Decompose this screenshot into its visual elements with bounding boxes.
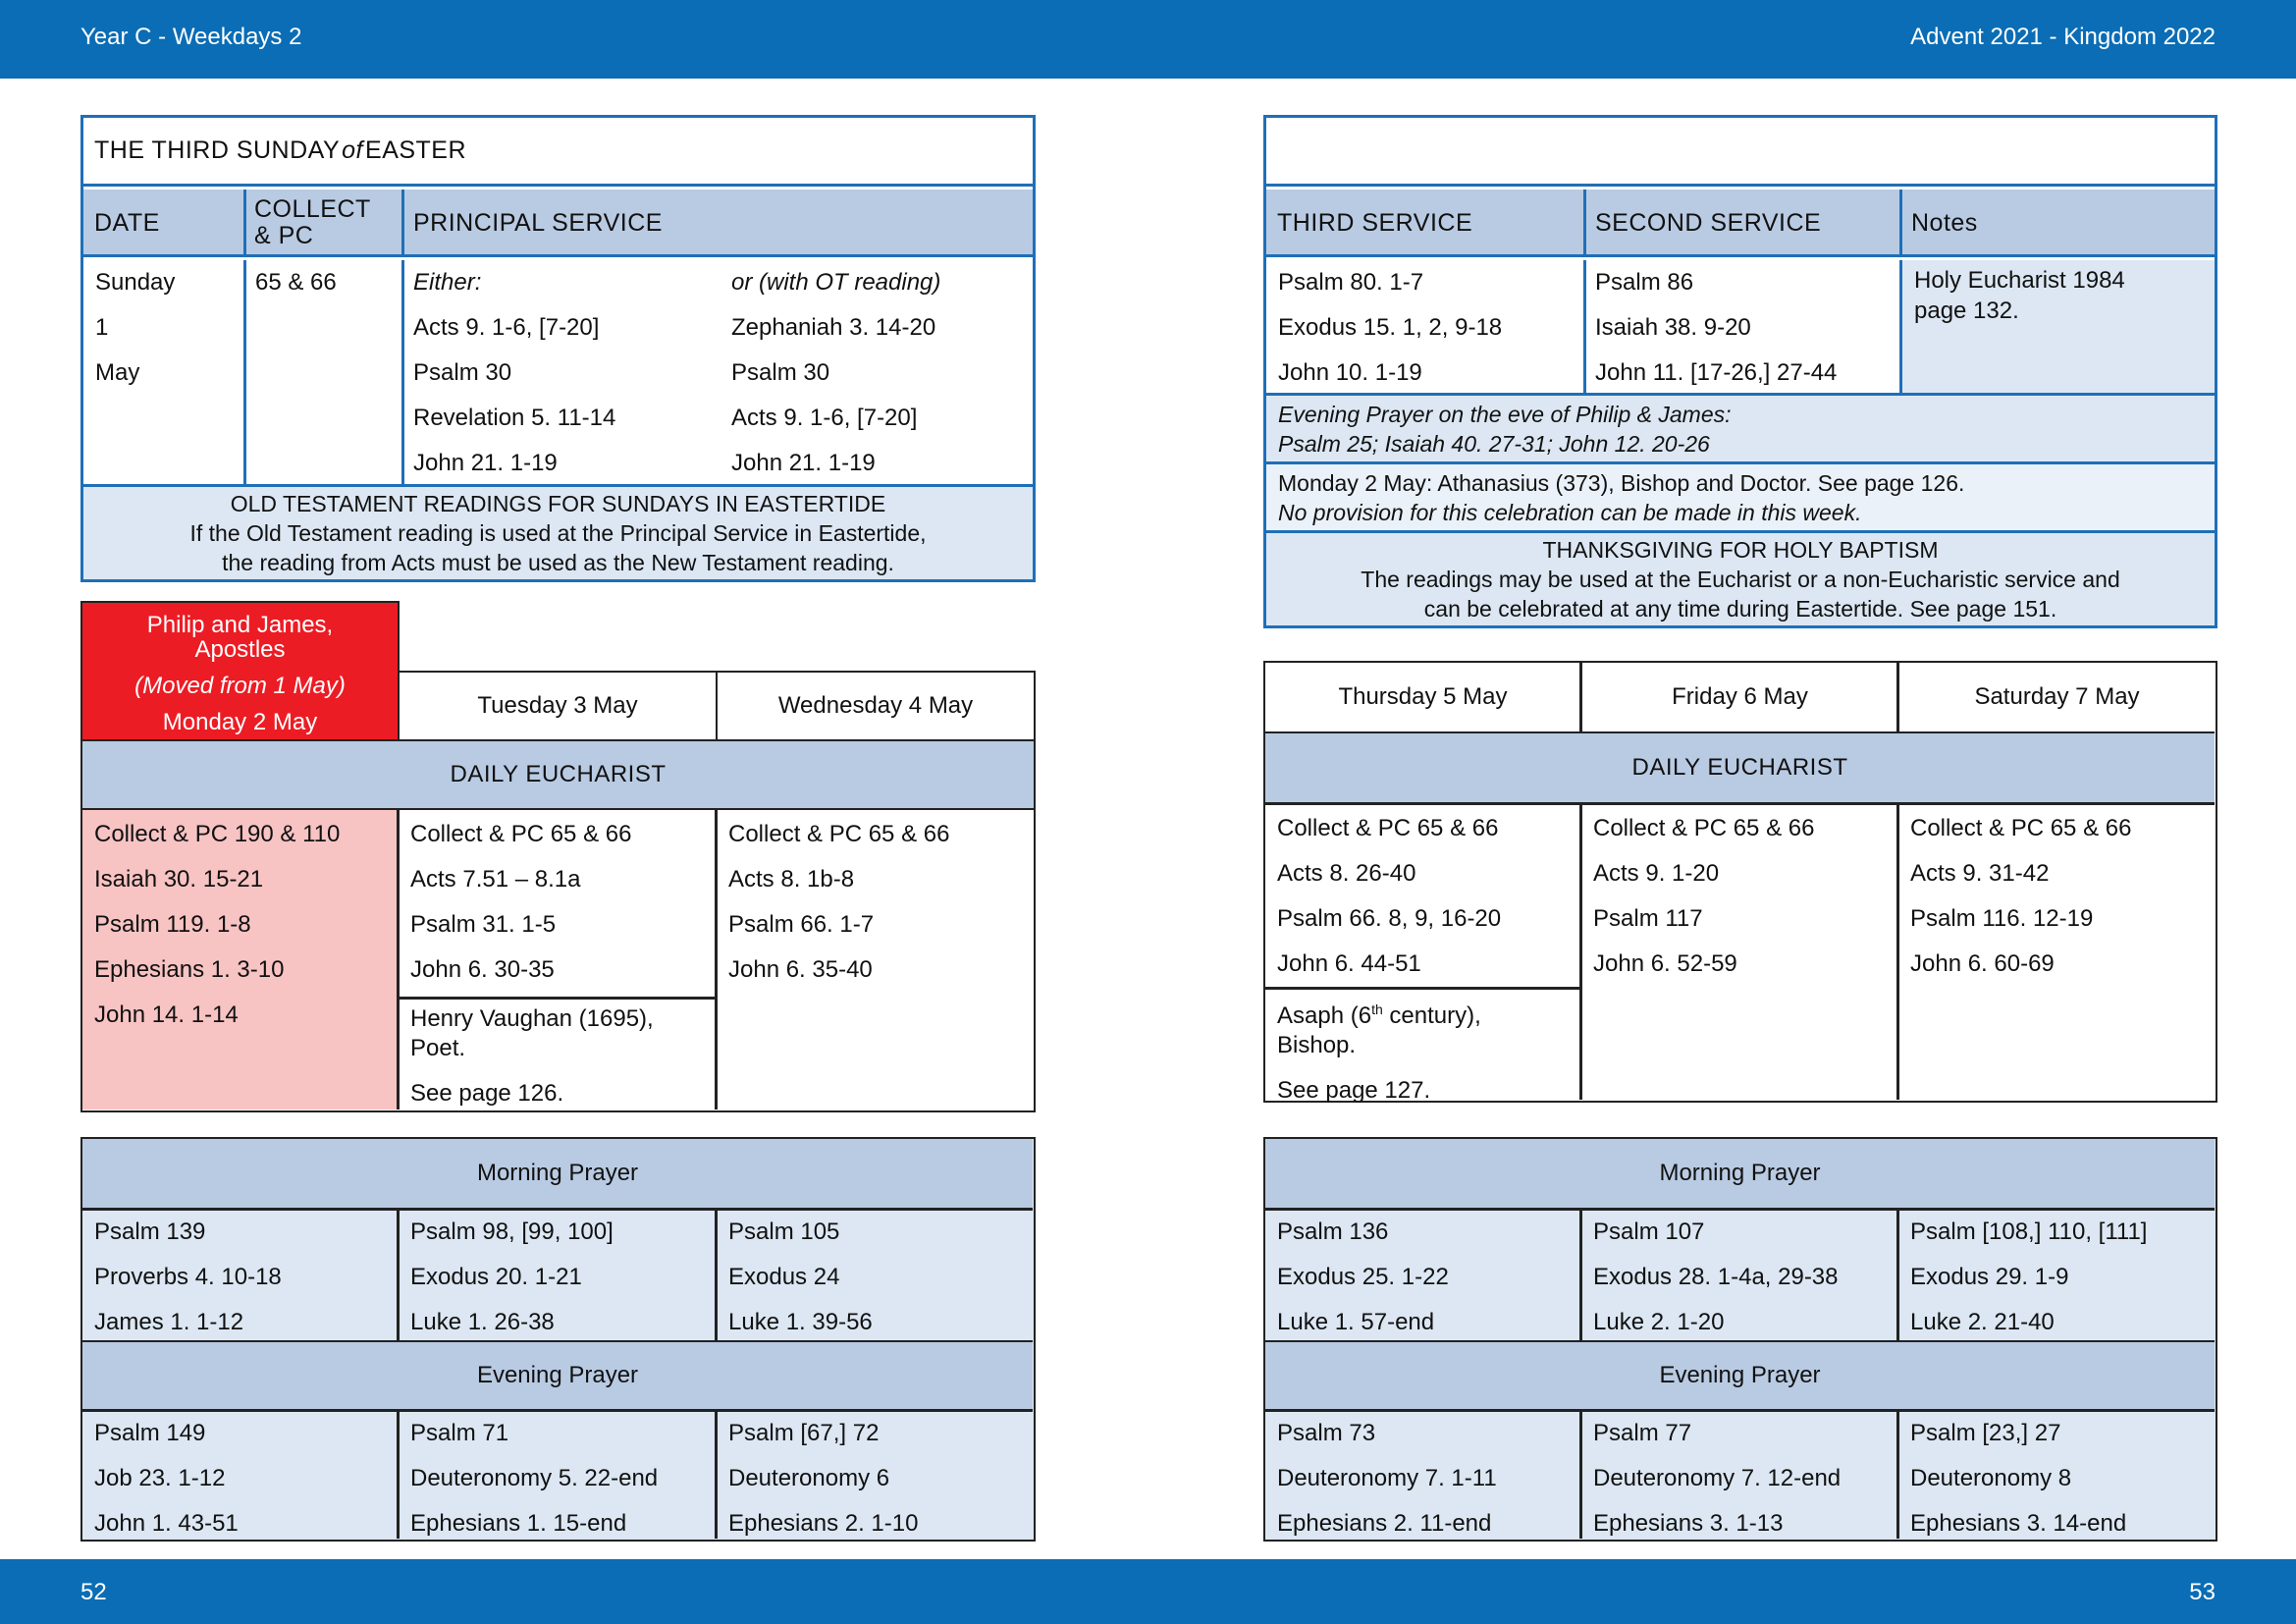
morning-saturday: Psalm [108,] 110, [111] Exodus 29. 1-9 Luke 2. 21-40: [1910, 1218, 2148, 1335]
evening-saturday: Psalm [23,] 27 Deuteronomy 8 Ephesians 3. 14-end: [1910, 1420, 2127, 1537]
thursday-commemoration: Asaph (6th century), Bishop. See page 127.: [1277, 1001, 1481, 1104]
day-header-saturday: Saturday 7 May: [1974, 683, 2140, 710]
services-title-blank: [1266, 118, 2215, 187]
daily-eucharist-right: DAILY EUCHARIST: [1265, 733, 2215, 802]
evening-prayer-title-left: Evening Prayer: [82, 1342, 1033, 1409]
eucharist-body-left: [80, 808, 1036, 1112]
sunday-collect: 65 & 66: [255, 269, 337, 296]
baptism-note: THANKSGIVING FOR HOLY BAPTISM The readings may be used at the Eucharist or a non-Eucharistic service and can be celebrated at any time during Eastertide. See page 151.: [1266, 530, 2215, 625]
evening-monday: Psalm 149 Job 23. 1-12 John 1. 43-51: [94, 1420, 239, 1537]
evening-friday: Psalm 77 Deuteronomy 7. 12-end Ephesians 3. 1-13: [1593, 1420, 1842, 1537]
morning-prayer-title-left: Morning Prayer: [82, 1139, 1033, 1208]
sunday-title: THE THIRD SUNDAY of EASTER: [83, 118, 1033, 187]
day-header-tuesday: Tuesday 3 May: [398, 671, 718, 741]
sunday-or-readings: or (with OT reading) Zephaniah 3. 14-20 Psalm 30 Acts 9. 1-6, [7-20] John 21. 1-19: [731, 269, 941, 476]
col-date-header: DATE: [94, 209, 160, 237]
header-band: [0, 0, 2296, 79]
col-notes: Notes: [1911, 209, 1978, 237]
friday-readings: Collect & PC 65 & 66 Acts 9. 1-20 Psalm 117 John 6. 52-59: [1593, 815, 1815, 977]
header-right: Advent 2021 - Kingdom 2022: [1910, 24, 2216, 50]
thursday-readings: Collect & PC 65 & 66 Acts 8. 26-40 Psalm 66. 8, 9, 16-20 John 6. 44-51: [1277, 815, 1502, 977]
header-left: Year C - Weekdays 2: [80, 24, 302, 50]
office-table-right: [1263, 1137, 2217, 1542]
evening-tuesday: Psalm 71 Deuteronomy 5. 22-end Ephesians 1. 15-end: [410, 1420, 659, 1537]
evening-thursday: Psalm 73 Deuteronomy 7. 1-11 Ephesians 2. 11-end: [1277, 1420, 1497, 1537]
feast-header: Philip and James, Apostles (Moved from 1 May) Monday 2 May: [80, 601, 400, 739]
col-collect-header: COLLECT & PC: [254, 195, 371, 249]
second-service-readings: Psalm 86 Isaiah 38. 9-20 John 11. [17-26,] 27-44: [1595, 269, 1838, 386]
monday-note: Monday 2 May: Athanasius (373), Bishop and Doctor. See page 126. No provision for this celebration can be made in this week.: [1266, 461, 2215, 530]
col-third-service: THIRD SERVICE: [1277, 209, 1473, 237]
services-header-row: [1266, 189, 2215, 257]
morning-friday: Psalm 107 Exodus 28. 1-4a, 29-38 Luke 2. 1-20: [1593, 1218, 1839, 1335]
sunday-header-row: [83, 189, 1033, 257]
col-second-service: SECOND SERVICE: [1595, 209, 1822, 237]
daily-eucharist-left: DAILY EUCHARIST: [80, 739, 1036, 810]
sunday-table: [80, 115, 1036, 582]
page-number-right: 53: [2189, 1579, 2216, 1605]
day-header-wednesday: Wednesday 4 May: [716, 671, 1036, 741]
sunday-body: [83, 260, 1033, 484]
third-service-readings: Psalm 80. 1-7 Exodus 15. 1, 2, 9-18 John 10. 1-19: [1278, 269, 1503, 386]
morning-tuesday: Psalm 98, [99, 100] Exodus 20. 1-21 Luke 1. 26-38: [410, 1218, 614, 1335]
footer-band: [0, 1559, 2296, 1624]
day-header-friday: Friday 6 May: [1672, 683, 1808, 710]
services-body: [1266, 260, 2215, 393]
morning-monday: Psalm 139 Proverbs 4. 10-18 James 1. 1-12: [94, 1218, 282, 1335]
page-number-left: 52: [80, 1579, 107, 1605]
tuesday-commemoration: Henry Vaughan (1695), Poet. See page 126.: [410, 1005, 654, 1107]
morning-thursday: Psalm 136 Exodus 25. 1-22 Luke 1. 57-end: [1277, 1218, 1449, 1335]
day-header-thursday: Thursday 5 May: [1338, 683, 1508, 710]
eucharist-table-right: [1263, 661, 2217, 1103]
saturday-readings: Collect & PC 65 & 66 Acts 9. 31-42 Psalm 116. 12-19 John 6. 60-69: [1910, 815, 2132, 977]
eve-evening-prayer-note: Evening Prayer on the eve of Philip & James: Psalm 25; Isaiah 40. 27-31; John 12. 20-26: [1266, 393, 2215, 461]
col-principal-header: PRINCIPAL SERVICE: [413, 209, 663, 237]
notes-cell: Holy Eucharist 1984 page 132.: [1902, 260, 2215, 393]
evening-wednesday: Psalm [67,] 72 Deuteronomy 6 Ephesians 2. 1-10: [728, 1420, 919, 1537]
tuesday-readings: Collect & PC 65 & 66 Acts 7.51 – 8.1a Psalm 31. 1-5 John 6. 30-35: [410, 821, 632, 983]
morning-wednesday: Psalm 105 Exodus 24 Luke 1. 39-56: [728, 1218, 873, 1335]
evening-prayer-title-right: Evening Prayer: [1265, 1342, 2215, 1409]
ot-readings-note: OLD TESTAMENT READINGS FOR SUNDAYS IN EASTERTIDE If the Old Testament reading is used at the Principal Service in Eastertide, the reading from Acts must be used as the New Testament reading.: [83, 484, 1033, 579]
morning-prayer-title-right: Morning Prayer: [1265, 1139, 2215, 1208]
wednesday-readings: Collect & PC 65 & 66 Acts 8. 1b-8 Psalm 66. 1-7 John 6. 35-40: [728, 821, 950, 983]
sunday-date: Sunday 1 May: [95, 269, 176, 386]
services-table: [1263, 115, 2217, 628]
monday-readings: Collect & PC 190 & 110 Isaiah 30. 15-21 Psalm 119. 1-8 Ephesians 1. 3-10 John 14. 1-14: [94, 821, 341, 1028]
office-table-left: [80, 1137, 1036, 1542]
sunday-either-readings: Either: Acts 9. 1-6, [7-20] Psalm 30 Revelation 5. 11-14 John 21. 1-19: [413, 269, 616, 476]
